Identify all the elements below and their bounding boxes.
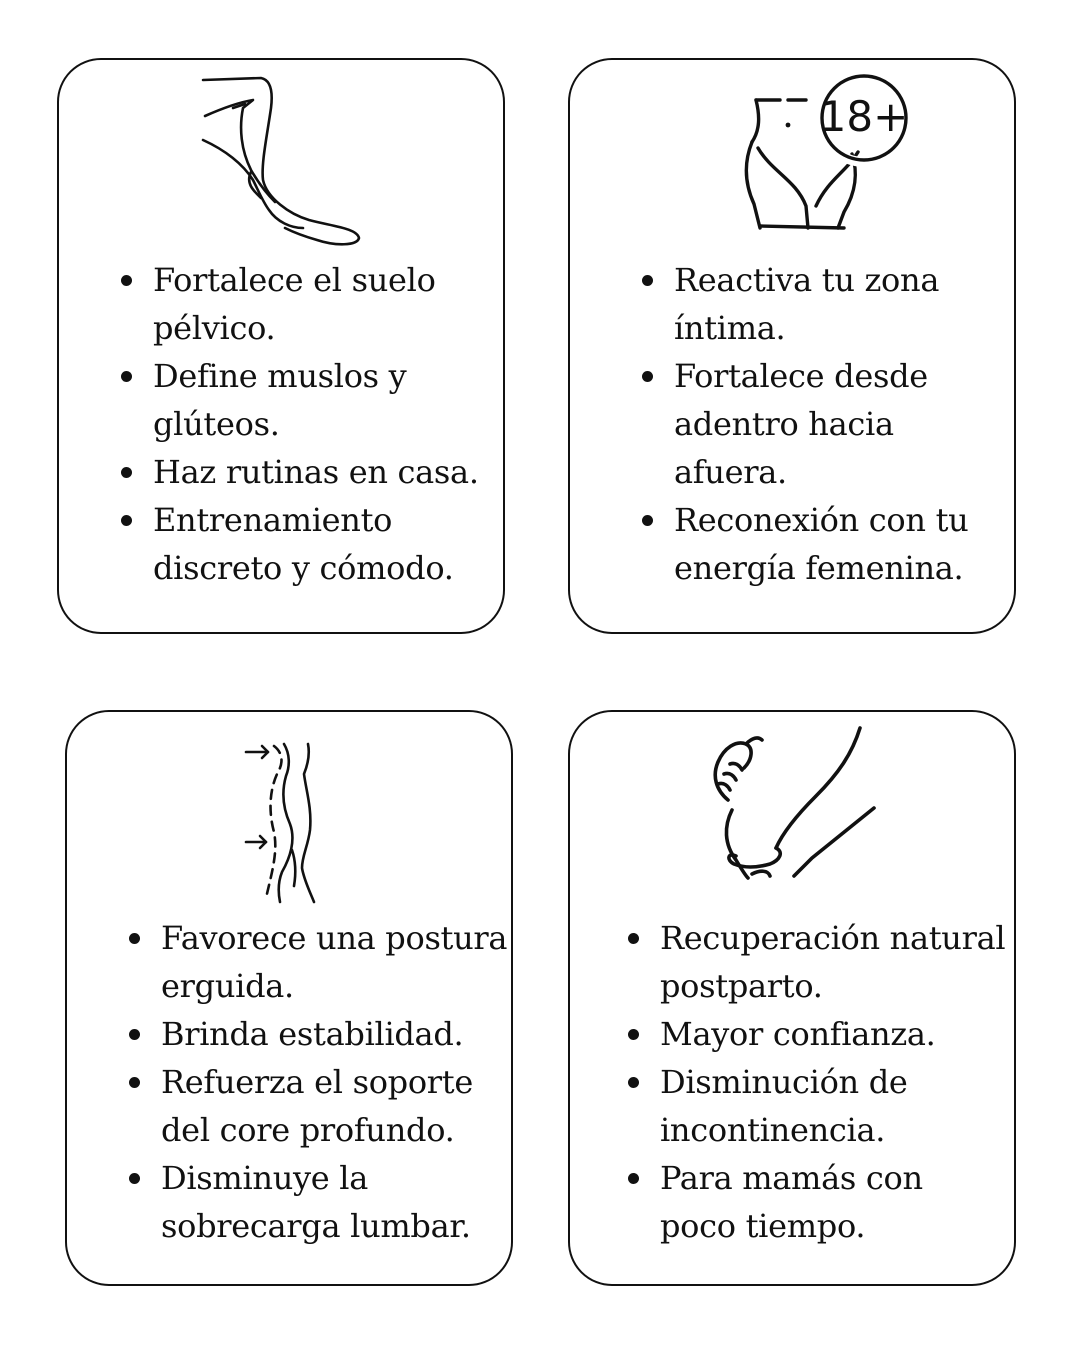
benefit-card-posture: [65, 710, 513, 1286]
posture-spine-icon: [232, 740, 332, 905]
age-badge: 18+: [819, 92, 909, 141]
bullet-dot: [628, 1029, 639, 1040]
bullet-dot: [642, 515, 653, 526]
list-item: Para mamás con poco tiempo.: [628, 1154, 1008, 1250]
list-item: Reconexión con tu energía femenina.: [642, 496, 1012, 592]
bullet-dot: [121, 275, 132, 286]
bullet-dot: [628, 1077, 639, 1088]
list-item: Disminución de incontinencia.: [628, 1058, 1008, 1154]
pregnant-belly-icon: [708, 726, 883, 886]
bullet-dot: [121, 467, 132, 478]
list-item: Refuerza el soporte del core profundo.: [129, 1058, 509, 1154]
legs-icon: [199, 68, 369, 248]
bullet-dot: [121, 371, 132, 382]
list-item: Brinda estabilidad.: [129, 1010, 509, 1058]
list-item: Disminuye la sobrecarga lumbar.: [129, 1154, 509, 1250]
list-item: Define muslos y glúteos.: [121, 352, 501, 448]
list-item: Haz rutinas en casa.: [121, 448, 501, 496]
list-item: Mayor confianza.: [628, 1010, 1008, 1058]
bullet-dot: [129, 933, 140, 944]
benefit-card-intimate-zone: [568, 58, 1016, 634]
bullet-dot: [129, 1173, 140, 1184]
bullet-dot: [121, 515, 132, 526]
bullet-dot: [642, 371, 653, 382]
benefit-card-postpartum: [568, 710, 1016, 1286]
benefit-list: [129, 914, 509, 1250]
list-item: Recuperación natural postparto.: [628, 914, 1008, 1010]
list-item: Entrenamiento discreto y cómodo.: [121, 496, 501, 592]
bullet-dot: [642, 275, 653, 286]
list-item: Favorece una postura erguida.: [129, 914, 509, 1010]
list-item: Fortalece el suelo pélvico.: [121, 256, 501, 352]
bullet-dot: [129, 1077, 140, 1088]
bullet-dot: [628, 1173, 639, 1184]
list-item: Fortalece desde adentro hacia afuera.: [642, 352, 1012, 496]
benefit-list: [121, 256, 501, 592]
bullet-dot: [129, 1029, 140, 1040]
list-item: Reactiva tu zona íntima.: [642, 256, 1012, 352]
bullet-dot: [628, 933, 639, 944]
adult-body-18-plus-icon: [740, 68, 920, 243]
benefit-list: [628, 914, 1008, 1250]
benefit-list: [642, 256, 1012, 592]
benefit-card-pelvic-floor: [57, 58, 505, 634]
